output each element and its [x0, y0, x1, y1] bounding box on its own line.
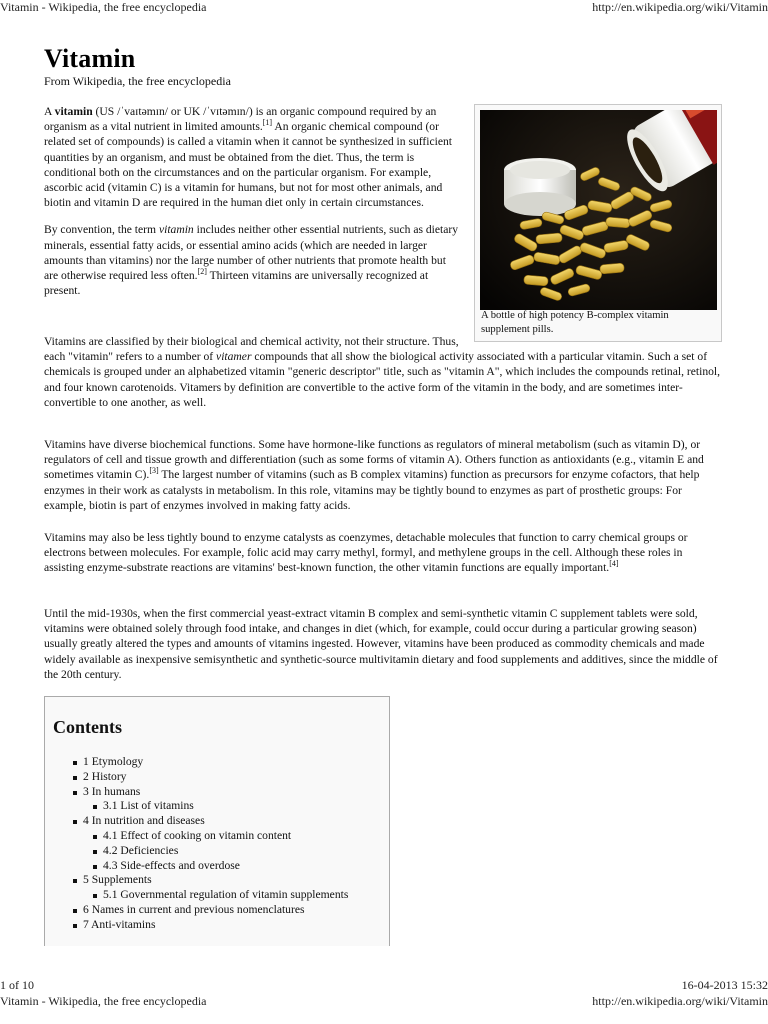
intro-paragraph-1	[44, 104, 460, 210]
print-header-title: Vitamin - Wikipedia, the free encyclopedia	[0, 0, 207, 14]
text-run: (US /ˈvaɪtəmɪn/ or UK /ˈvɪtəmɪn/) is an organic compound required by an organism as a vital nutrient in limited amounts.	[44, 105, 437, 134]
toc-subitem[interactable]: 4.2 Deficiencies	[71, 844, 348, 859]
citation-link[interactable]: [3]	[149, 466, 159, 476]
text-run: An organic chemical compound (or related set of compounds) is called a vitamin when it cannot be synthesized in sufficient quantities by an organism, and must be obtained from the diet. Thus, the term is conditional both on the circumstances and on the particular organism. For example, ascorbic acid (vitamin C) is a vitamin for humans, but not for most other animals, and biotin and vitamin D are required in the human diet only in certain circumstances.	[44, 120, 453, 210]
toc-title: Contents	[53, 717, 123, 737]
toc-item[interactable]: 4 In nutrition and diseases	[71, 814, 348, 829]
table-of-contents	[44, 696, 390, 946]
citation-link[interactable]: [2]	[197, 267, 207, 277]
toc-item[interactable]: 5 Supplements	[71, 873, 348, 888]
print-header-url[interactable]: http://en.wikipedia.org/wiki/Vitamin	[592, 0, 768, 14]
text-run: By convention, the term	[44, 223, 159, 237]
paragraph-3-body	[44, 334, 724, 410]
bold-term: vitamin	[54, 105, 93, 118]
figure-caption: A bottle of high potency B-complex vitamin supplement pills.	[481, 310, 669, 335]
toc-item[interactable]: 7 Anti-vitamins	[71, 918, 348, 933]
page-subtitle: From Wikipedia, the free encyclopedia	[44, 74, 231, 88]
toc-item[interactable]: 1 Etymology	[71, 755, 348, 770]
toc-list	[71, 755, 348, 933]
toc-item[interactable]: 2 History	[71, 770, 348, 785]
toc-item[interactable]: 6 Names in current and previous nomenclatures	[71, 903, 348, 918]
text-run: A	[44, 105, 55, 118]
intro-paragraph-2	[44, 222, 460, 298]
text-run: includes neither other essential nutrients, such as dietary minerals, essential fatty acids, or essential amino acids (which are needed in larger amounts than vitamins) nor the large number of other nutrients that promote health but are otherwise required less often.	[44, 223, 459, 283]
text-run: Vitamins are classified by their biological and chemical activity, not their structure. Thus, each "vitamin" refers to a number of	[44, 335, 459, 364]
paragraph-3-text	[44, 334, 724, 410]
next-page-header-title: Vitamin - Wikipedia, the free encyclopedia	[0, 994, 207, 1008]
italic-term: vitamin	[158, 223, 194, 237]
vitamin-bottle-illustration	[480, 110, 717, 310]
toc-subitem[interactable]: 4.1 Effect of cooking on vitamin content	[71, 829, 348, 844]
print-timestamp: 16-04-2013 15:32	[681, 978, 768, 992]
text-run: compounds that all show the biological activity associated with a particular vitamin. Such a set of chemicals is grouped under an alphabetized vitamin "generic descriptor" title, such as "vitamin A", which includes the compounds retinal, retinol, and four known carotenoids. Vitamers by definition are convertible to the active form of the vitamin in the body, and are sometimes inter-convertible to one another, as well.	[44, 350, 721, 409]
italic-term: vitamer	[216, 350, 252, 364]
toc-subitem[interactable]: 4.3 Side-effects and overdose	[71, 859, 348, 874]
text-run: Vitamins have diverse biochemical functions. Some have hormone-like functions as regulators of mineral metabolism (such as vitamin D), or regulators of cell and tissue growth and differentiation (such as some forms of vitamin A). Others function as antioxidants (e.g., vitamin E and sometimes vitamin C).	[44, 438, 704, 482]
toc-subitem[interactable]: 5.1 Governmental regulation of vitamin supplements	[71, 888, 348, 903]
next-page-header-url[interactable]: http://en.wikipedia.org/wiki/Vitamin	[592, 994, 768, 1008]
text-run: The largest number of vitamins (such as B complex vitamins) function as precursors for enzyme cofactors, that help enzymes in their work as catalysts in metabolism. In this role, vitamins may be tightly bound to enzymes as part of prosthetic groups: For example, biotin is part of enzymes involved in making fatty acids.	[44, 468, 700, 512]
text-run: Thirteen vitamins are universally recognized at present.	[44, 269, 429, 298]
citation-link[interactable]: [4]	[609, 559, 619, 569]
text-run: Vitamins may also be less tightly bound to enzyme catalysts as coenzymes, detachable molecules that function to carry chemical groups or electrons between molecules. For example, folic acid may carry methyl, formyl, and methylene groups in the cell. Although these roles in assisting enzyme-substrate reactions are vitamins' best-known function, the other vitamin functions are equally important.	[44, 531, 688, 575]
paragraph-4	[44, 437, 724, 513]
toc-item[interactable]: 3 In humans	[71, 785, 348, 800]
intro-section	[44, 104, 460, 298]
text-run: Until the mid-1930s, when the first commercial yeast-extract vitamin B complex and semi-synthetic vitamin C supplement tablets were sold, vitamins were obtained solely through food intake, and changes in diet (which, for example, could occur during a particular growing season) usually greatly altered the types and amounts of vitamins ingested. However, vitamins have been produced as commodity chemicals and made widely available as inexpensive semisynthetic and synthetic-source multivitamin dietary and food supplements and additives, since the middle of the 20th century.	[44, 607, 718, 681]
toc-subitem[interactable]: 3.1 List of vitamins	[71, 799, 348, 814]
page-title: Vitamin	[44, 44, 136, 73]
page-counter: 1 of 10	[0, 978, 34, 992]
paragraph-6	[44, 606, 724, 682]
vitamin-bottle-image[interactable]	[480, 110, 717, 310]
figure-thumbnail	[474, 104, 722, 342]
citation-link[interactable]: [1]	[262, 118, 273, 128]
paragraph-5	[44, 530, 724, 576]
